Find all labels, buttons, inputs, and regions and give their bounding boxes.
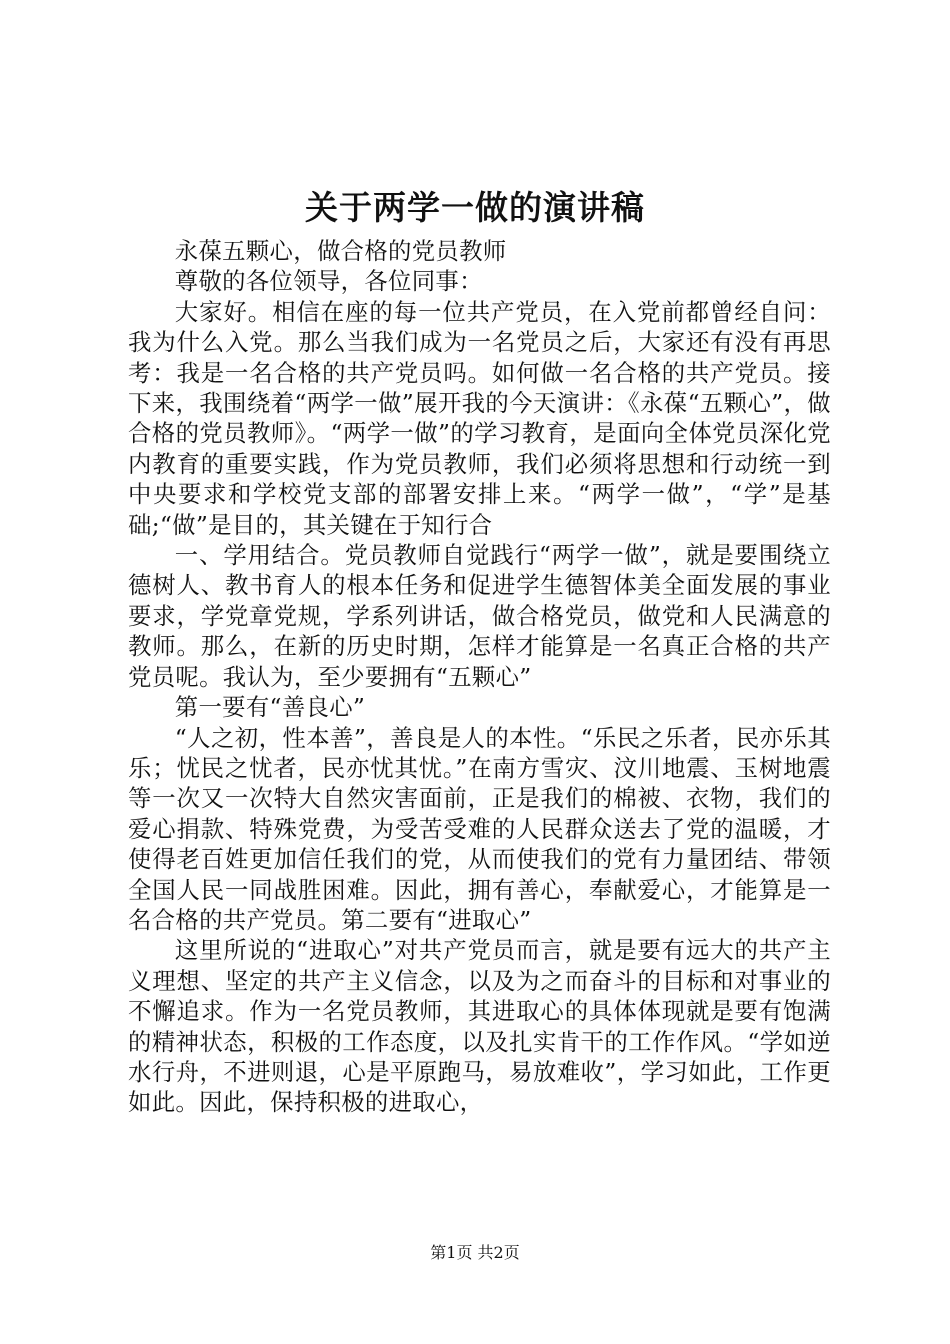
- kindness-heading: 第一要有“善良心”: [174, 693, 366, 722]
- document-title: 关于两学一做的演讲稿: [305, 188, 645, 227]
- subtitle-paragraph: 永葆五颗心，做合格的党员教师: [174, 237, 507, 265]
- kindness-paragraph: “人之初，性本善”，善良是人的本性。“乐民之乐者，民亦乐其乐；忧民之忧者，民亦忧其忧。”在南方雪灾、汶川地震、玉树地震等一次又一次特大自然灾害面前，正是我们的棉被、衣物，我们的爱心捐款、特殊党费，为受苦受难的人民群众送去了党的温暖，才使得老百姓更加信任我们的党，从而使我们的党有力量团结、带领全国人民一同战胜困难。因此，拥有善心，奉献爱心，才能算是一名合格的共产党员。第二要有“进取心”: [128, 723, 831, 934]
- salutation-paragraph: 尊敬的各位领导，各位同事：: [174, 267, 483, 296]
- document-body: [128, 236, 831, 1118]
- ambition-paragraph: 这里所说的“进取心”对共产党员而言，就是要有远大的共产主义理想、坚定的共产主义信念，以及为之而奋斗的目标和对事业的不懈追求。作为一名党员教师，其进取心的具体体现就是要有饱满的精神状态，积极的工作态度，以及扎实肯干的工作作风。“学如逆水行舟，不进则退，心是平原跑马，易放难收”，学习如此，工作更如此。因此，保持积极的进取心，: [128, 936, 831, 1117]
- intro-paragraph: 大家好。相信在座的每一位共产党员，在入党前都曾经自问：我为什么入党。那么当我们成为一名党员之后，大家还有没有再思考：我是一名合格的共产党员吗。如何做一名合格的共产党员。接下来，我围绕着“两学一做”展开我的今天演讲：《永葆“五颗心”，做合格的党员教师》。“两学一做”的学习教育，是面向全体党员深化党内教育的重要实践，作为党员教师，我们必须将思想和行动统一到中央要求和学校党支部的部署安排上来。“两学一做”，“学”是基础;“做”是目的，其关键在于知行合: [128, 297, 831, 539]
- page-footer: [0, 1243, 950, 1263]
- section-one-paragraph: 一、学用结合。党员教师自觉践行“两学一做”，就是要围绕立德树人、教书育人的根本任务和促进学生德智体美全面发展的事业要求，学党章党规，学系列讲话，做合格党员，做党和人民满意的教师。那么，在新的历史时期，怎样才能算是一名真正合格的共产党员呢。我认为，至少要拥有“五颗心”: [128, 541, 831, 691]
- page-indicator: 第1页 共2页: [430, 1243, 520, 1262]
